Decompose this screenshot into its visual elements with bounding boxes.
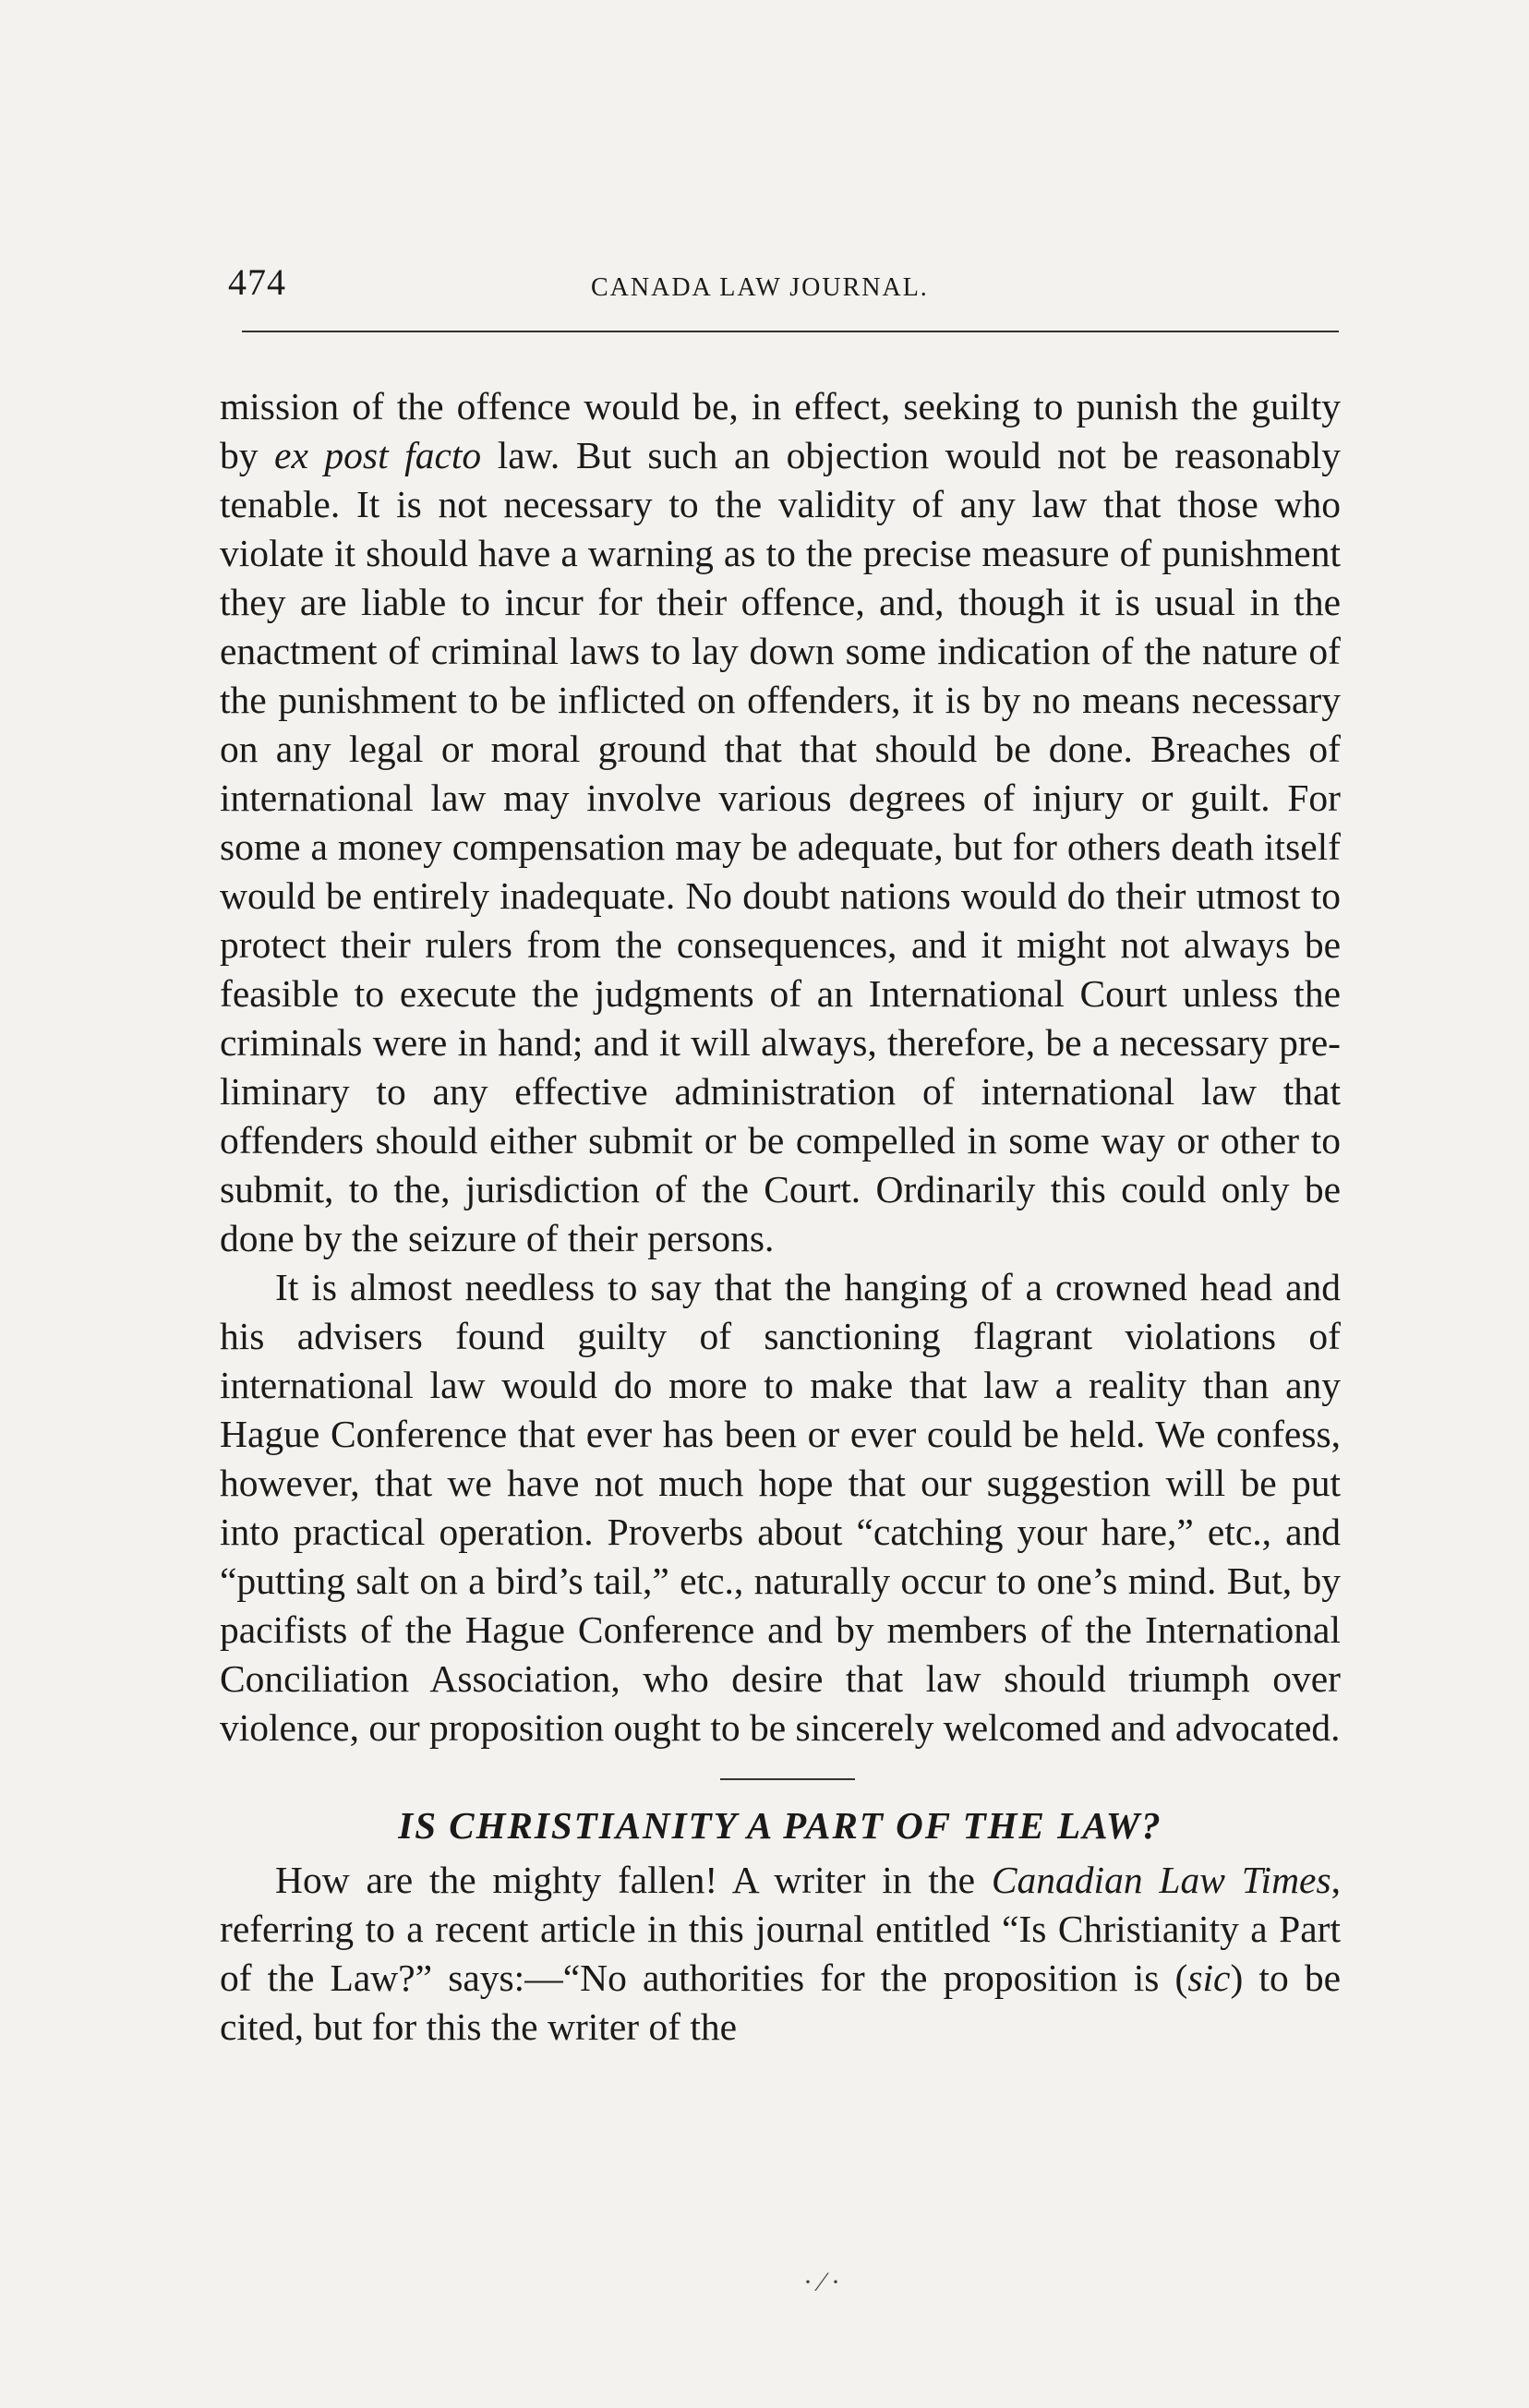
italic-text: sic [1187, 1956, 1231, 1999]
section-heading: IS CHRISTIANITY A PART OF THE LAW? [398, 1804, 1162, 1847]
text-run: How are the mighty fallen! A writer in the [275, 1859, 992, 1901]
italic-text: ex post facto [274, 434, 482, 476]
page-header [228, 260, 1336, 316]
page-number: 474 [228, 261, 286, 303]
text-run: mission of the offence would be, in effect, seeking to punish the guilty by [220, 385, 1341, 476]
footer-ornament: · ⁄ · [803, 2267, 840, 2297]
paragraph-1 [220, 382, 1341, 1263]
italic-text: Canadian Law Times [991, 1859, 1331, 1901]
text-run: ) to be cited, but for this the writer of the [220, 1956, 1341, 2048]
article-body [220, 382, 1341, 2052]
paragraph-3 [220, 1856, 1341, 2052]
text-run: , referring to a recent article in this journal entitled “Is Christianity a Part of the Law?” says:—“No authorities for the proposition is ( [220, 1859, 1341, 1999]
paragraph-2 [220, 1263, 1341, 1752]
running-head: CANADA LAW JOURNAL. [591, 273, 929, 302]
header-rule [242, 331, 1339, 332]
text-run: law. But such an objection would not be reasonably tenable. It is not necessary to the validity of any law that those who violate it should have a warning as to the precise measure of punishment they are liable to incur for their offence, and, though it is usual in the enactment of criminal laws to lay down some indication of the nature of the punishment to be inflicted on offenders, it is by no means necessary on any legal or moral ground that that should be done. Breaches of international law may involve various degrees of injury or guilt. For some a money compensation may be adequate, but for others death itself would be entirely inadequate. No doubt nations would do their utmost to protect their rulers from the consequences, and it might not always be feasible to execute the judgments of an International Court unless the criminals were in hand; and it will always, therefore, be a necessary preliminary to any effective administration of international law that offenders should either submit or be compelled in some way or other to submit, to the, jurisdiction of the Court. Ordinarily this could only be done by the seizure of their persons. [220, 434, 1341, 1259]
section-divider [720, 1778, 855, 1780]
text-run: It is almost needless to say that the hanging of a crowned head and his advisers found guilty of sanctioning flagrant violations of international law would do more to make that law a reality than any Hague Conference that ever has been or ever could be held. We confess, however, that we have not much hope that our suggestion will be put into practical operation. Proverbs about “catching your hare,” etc., and “putting salt on a bird’s tail,” etc., naturally occur to one’s mind. But, by pacifists of the Hague Conference and by members of the International Conciliation Association, who desire that law should triumph over violence, our proposition ought to be sincerely welcomed and advocated. [220, 1266, 1341, 1749]
